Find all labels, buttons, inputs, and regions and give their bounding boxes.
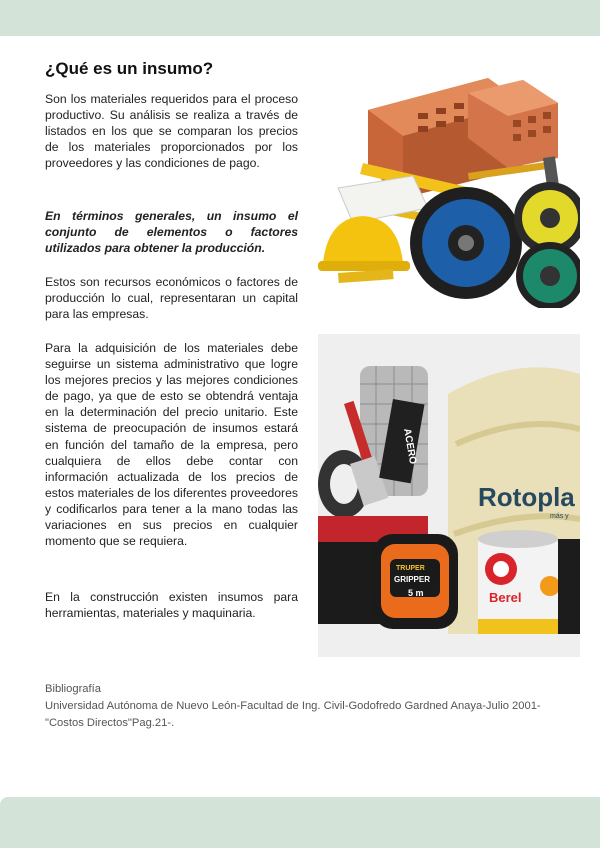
tape-size-label: 5 m bbox=[408, 588, 424, 598]
tank-brand-sub-label: más y bbox=[550, 513, 569, 520]
header-band bbox=[0, 0, 600, 36]
tank-brand-label: Rotopla bbox=[478, 482, 575, 512]
bibliography-label: Bibliografía bbox=[45, 683, 101, 695]
hardware-products-illustration bbox=[318, 334, 580, 657]
tape-model-label: GRIPPER bbox=[394, 575, 431, 584]
paragraph-construction: En la construcción existen insumos para herramientas, materiales y maquinaria. bbox=[45, 590, 298, 621]
footer-band bbox=[0, 797, 600, 848]
construction-materials-image bbox=[318, 58, 580, 308]
mesh-brand-label: ACERO bbox=[401, 427, 419, 466]
tape-brand-label: TRUPER bbox=[396, 565, 425, 572]
construction-materials-illustration bbox=[318, 58, 580, 308]
paragraph-acquisition: Para la adquisición de los materiales debe seguirse un sistema administrativo que logre los mejores precios y las mejores condiciones de pago, ya que de esto se obtendrá ventaja en la determinación del precio unitario. Este sistema de preocupación de insumos estará en función del tamaño de la empresa, pero cualquiera de ellos debe contar con información actualizada de los precios de estos materiales de los diferentes proveedores y codificarlos para tener a la mano todas las variaciones en sus precios en cualquier momento que se requiera. bbox=[45, 341, 298, 549]
hardware-products-image bbox=[318, 334, 580, 657]
page-title: ¿Qué es un insumo? bbox=[45, 59, 214, 78]
paragraph-definition: Son los materiales requeridos para el proceso productivo. Su análisis se realiza a través de listados en los que se comparan los precios de los materiales proporcionados por los proveedores y las condiciones de pago. bbox=[45, 92, 298, 171]
paint-brand-label: Berel bbox=[489, 590, 522, 605]
bibliography bbox=[45, 681, 555, 732]
bibliography-reference: Universidad Autónoma de Nuevo León-Facultad de Ing. Civil-Godofredo Gardned Anaya-Julio 2001-"Costos Directos"Pag.21-. bbox=[45, 700, 541, 729]
paragraph-general-terms: En términos generales, un insumo el conjunto de elementos o factores utilizados para obtener la producción. bbox=[45, 209, 298, 256]
paragraph-resources: Estos son recursos económicos o factores de producción lo cual, representaran un capital para las empresas. bbox=[45, 275, 298, 322]
